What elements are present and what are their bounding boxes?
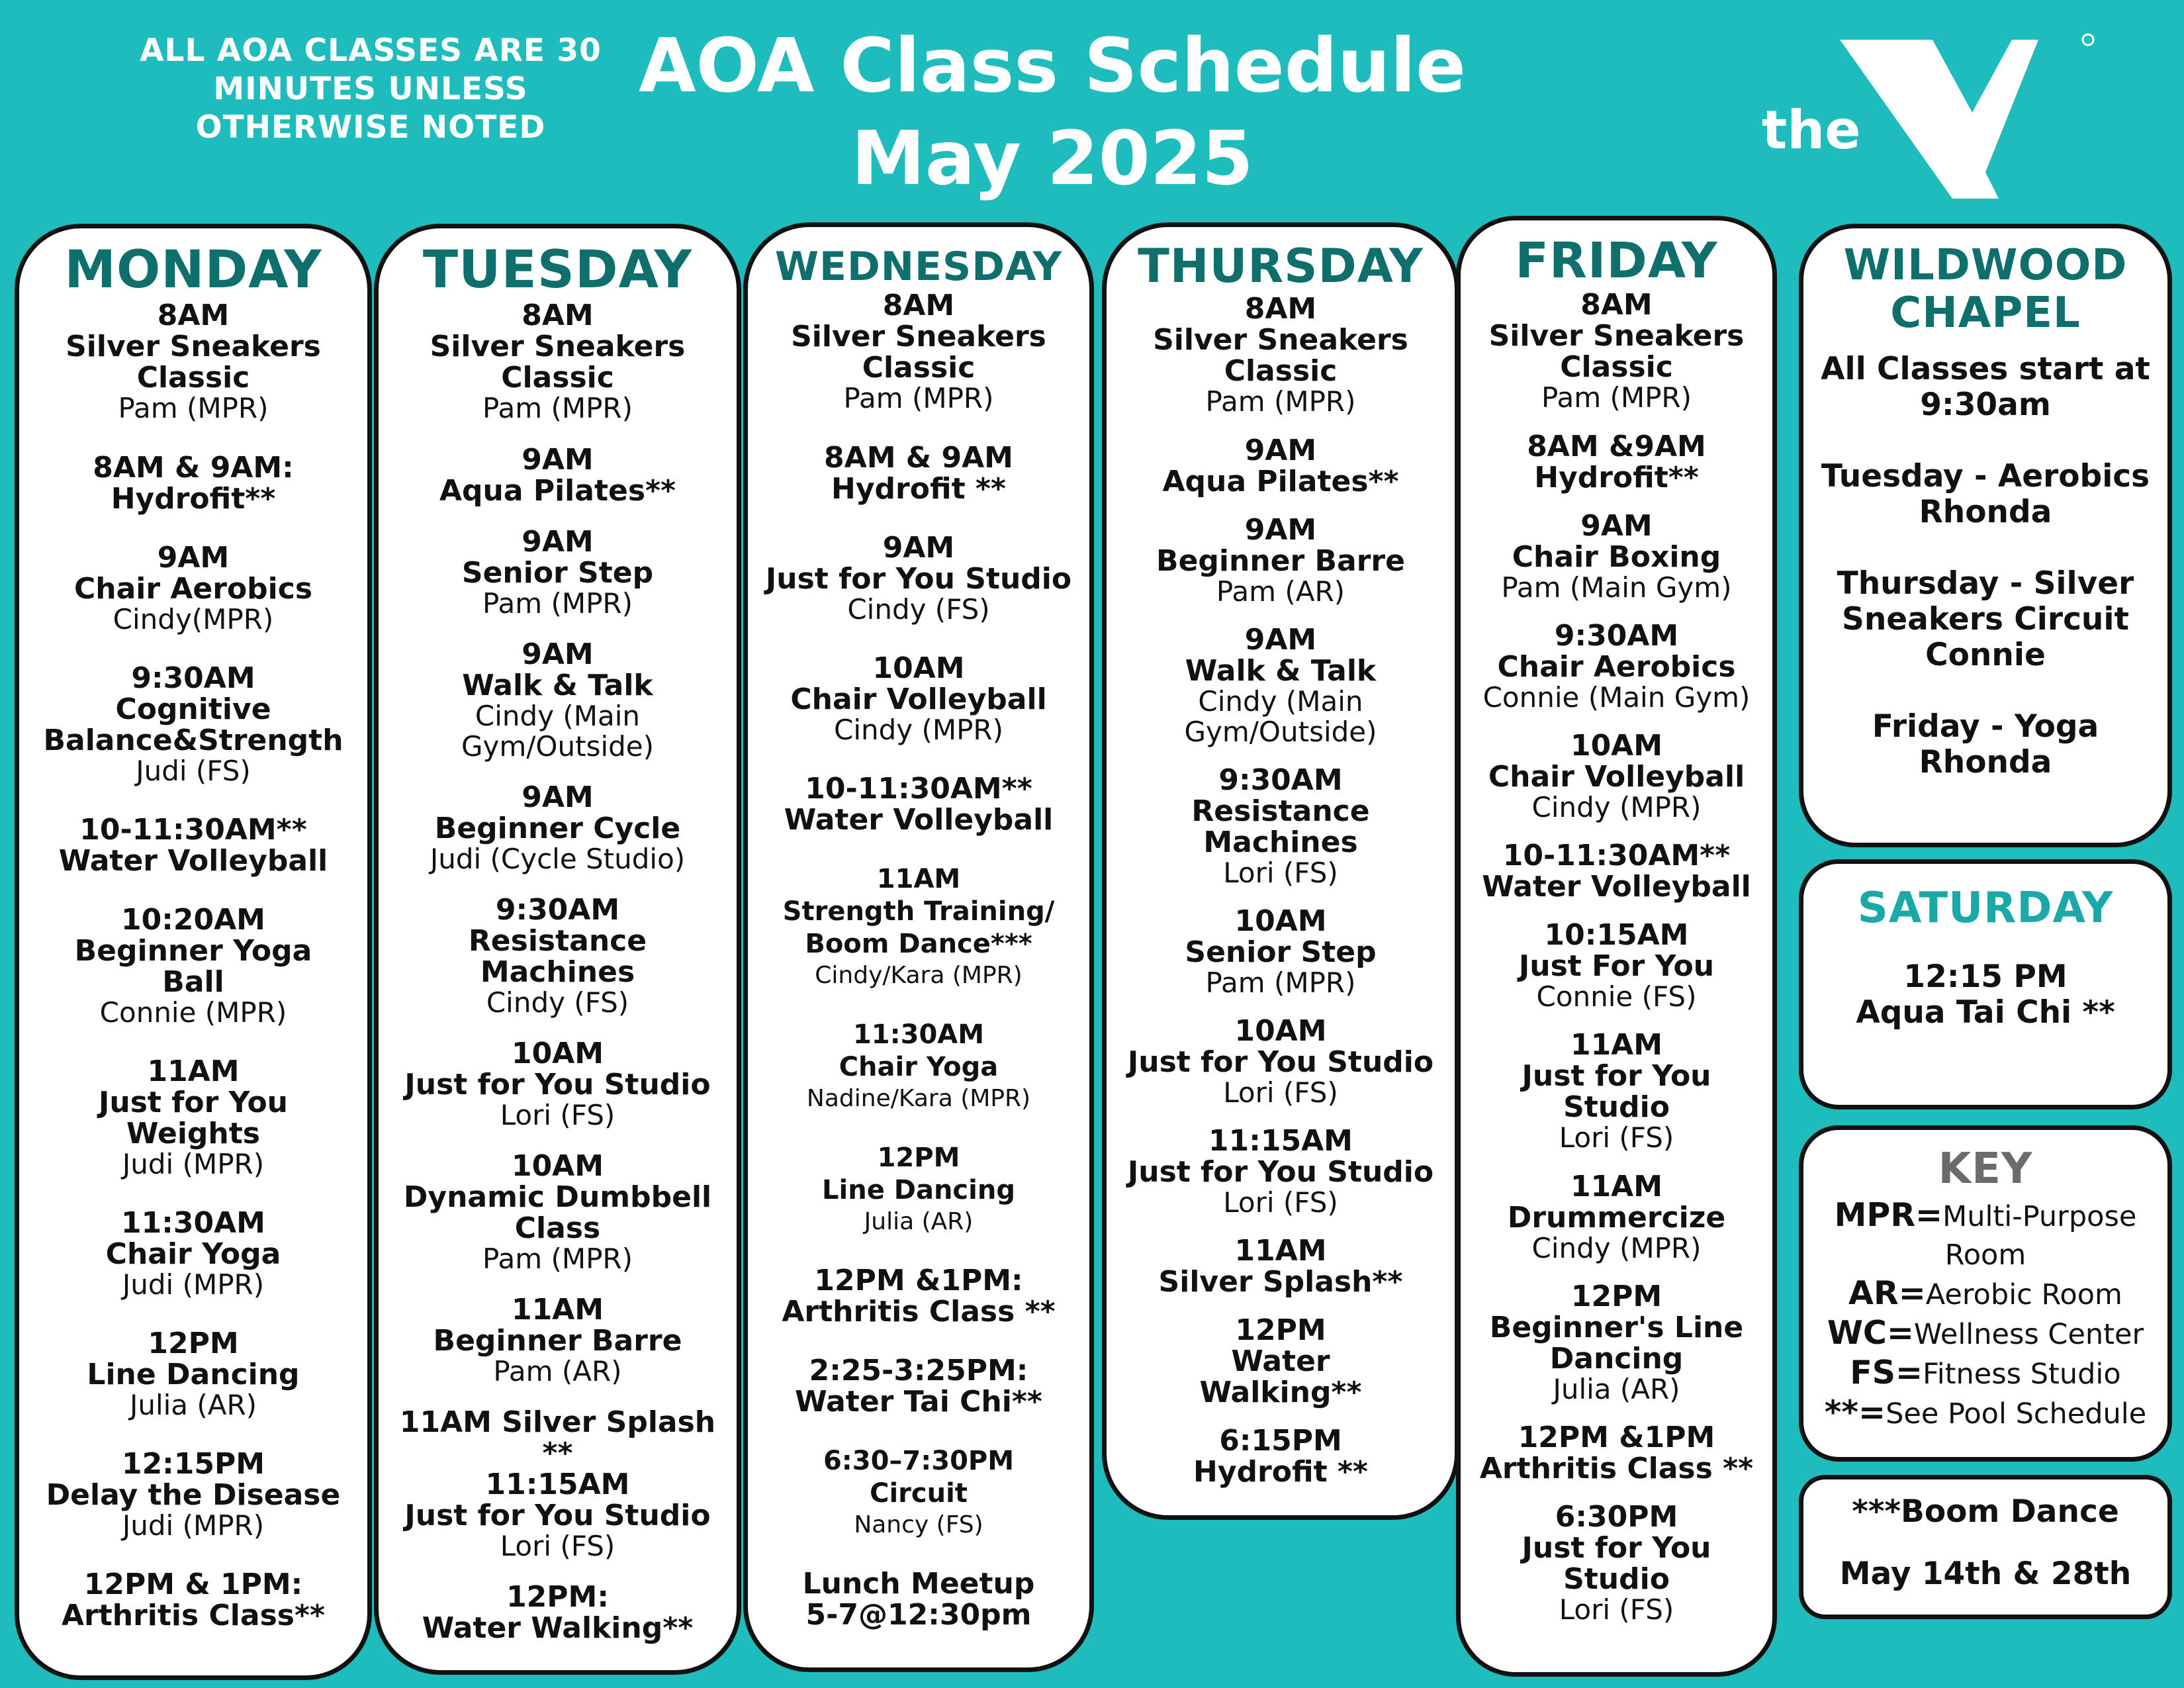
class-entry <box>1470 620 1763 713</box>
key-row <box>1803 1274 2167 1314</box>
class-instructor: Lori (FS) <box>500 1530 615 1562</box>
ymca-logo <box>1754 20 2098 218</box>
key-row <box>1803 1236 2167 1274</box>
key-row <box>1803 1314 2167 1354</box>
class-entry <box>757 653 1080 745</box>
class-title: 9:30AM Resistance Machines <box>468 893 647 989</box>
logo-the-text: the <box>1762 99 1861 161</box>
class-entry <box>28 300 358 424</box>
class-title: 6:15PM Hydrofit ** <box>1193 1424 1368 1489</box>
boom-dance-card <box>1799 1475 2172 1619</box>
class-instructor: Connie (Main Gym) <box>1482 681 1751 714</box>
key-description: Wellness Center <box>1913 1318 2144 1351</box>
key-title: KEY <box>1938 1145 2033 1194</box>
class-entry <box>28 1207 358 1300</box>
saturday-class: 12:15 PM Aqua Tai Chi ** <box>1856 959 2115 1031</box>
class-entry <box>28 542 358 635</box>
class-entry <box>388 782 727 874</box>
key-description: Multi-Purpose <box>1942 1200 2137 1233</box>
class-instructor: Judi (Cycle Studio) <box>430 843 686 875</box>
class-title: 11AM Just for You Weights <box>99 1055 288 1150</box>
wildwood-line: All Classes start at 9:30am <box>1821 351 2150 423</box>
class-instructor: Pam (MPR) <box>1205 966 1356 999</box>
class-entry <box>757 1355 1080 1417</box>
class-instructor: Pam (MPR) <box>843 382 994 414</box>
class-entry <box>757 442 1080 504</box>
class-title: 6:30–7:30PM Circuit <box>823 1446 1015 1509</box>
key-code: AR= <box>1848 1274 1926 1312</box>
friday-entries <box>1461 289 1772 1625</box>
class-entry <box>1116 1425 1445 1487</box>
class-instructor: Cindy (FS) <box>486 986 629 1019</box>
class-instructor: Pam (MPR) <box>1205 385 1356 418</box>
class-title: 11:30AM Chair Yoga <box>839 1019 999 1082</box>
class-instructor: Pam (MPR) <box>482 1243 633 1275</box>
class-instructor: Julia (AR) <box>129 1389 257 1421</box>
key-row <box>1803 1354 2167 1393</box>
class-title: 10-11:30AM** Water Volleyball <box>784 772 1054 837</box>
saturday-card <box>1799 859 2172 1109</box>
class-title: 9AM Walk & Talk <box>462 637 653 702</box>
class-title: 9AM Walk & Talk <box>1185 623 1377 688</box>
class-entry <box>1470 1029 1763 1154</box>
class-entry <box>1116 765 1445 888</box>
class-entry <box>757 863 1080 991</box>
class-title: 8AM Silver Sneakers Classic <box>66 299 321 395</box>
class-title: 10:15AM Just For You <box>1518 918 1715 983</box>
class-entry <box>388 444 727 506</box>
boom-dance-dates: May 14th & 28th <box>1839 1556 2132 1592</box>
class-instructor: Pam (MPR) <box>1541 381 1692 414</box>
class-title: 11AM Strength Training/ Boom Dance*** <box>782 864 1055 959</box>
thursday-entries <box>1107 293 1455 1487</box>
class-instructor: Judi (MPR) <box>122 1268 265 1301</box>
friday-column <box>1456 216 1777 1677</box>
class-entry <box>388 894 727 1018</box>
day-title: TUESDAY <box>422 240 693 300</box>
wednesday-entries <box>748 290 1089 1630</box>
class-entry <box>1470 289 1763 414</box>
class-title: 6:30PM Just for You Studio <box>1522 1500 1711 1596</box>
class-entry <box>28 1448 358 1541</box>
key-description: Room <box>1944 1239 2026 1272</box>
class-entry <box>1116 906 1445 998</box>
class-instructor: Lori (FS) <box>1223 857 1338 889</box>
class-instructor: Cindy (MPR) <box>1531 791 1702 823</box>
monday-column <box>15 224 372 1680</box>
class-title: 9:30AM Cognitive Balance&Strength <box>43 661 343 757</box>
class-instructor: Judi (FS) <box>136 755 251 787</box>
key-code: FS= <box>1850 1354 1923 1391</box>
class-title: 12PM Water Walking** <box>1199 1313 1362 1409</box>
tuesday-column <box>374 224 741 1675</box>
class-title: 11AM Silver Splash** <box>1158 1234 1403 1299</box>
class-title: 10:20AM Beginner Yoga Ball <box>74 903 312 999</box>
wildwood-line: Tuesday - Aerobics Rhonda <box>1821 458 2150 530</box>
class-entry <box>388 300 727 424</box>
class-instructor: Nancy (FS) <box>854 1511 983 1538</box>
class-title: 8AM Silver Sneakers Classic <box>791 289 1046 385</box>
class-instructor: Cindy(MPR) <box>113 603 274 635</box>
class-title: 10AM Just for You Studio <box>404 1037 711 1102</box>
class-title: 11AM Silver Splash ** 11:15AM Just for You Studio <box>399 1405 716 1532</box>
class-title: 12PM &1PM: Arthritis Class ** <box>782 1264 1056 1329</box>
class-instructor: Lori (FS) <box>1559 1121 1674 1154</box>
class-entry <box>388 1407 727 1562</box>
class-title: 9AM Aqua Pilates** <box>439 443 676 508</box>
class-entry <box>1470 919 1763 1012</box>
class-title: 8AM & 9AM Hydrofit ** <box>824 441 1013 506</box>
tuesday-entries <box>379 300 737 1644</box>
class-instructor: Pam (MPR) <box>482 587 633 620</box>
class-entry <box>388 526 727 619</box>
class-title: 11AM Drummercize <box>1507 1170 1726 1235</box>
wildwood-title: WILDWOOD CHAPEL <box>1843 241 2128 338</box>
class-entry <box>1470 840 1763 902</box>
class-title: 9:30AM Chair Aerobics <box>1497 619 1736 684</box>
class-title: 10-11:30AM** Water Volleyball <box>58 813 328 878</box>
duration-note: ALL AOA CLASSES ARE 30 MINUTES UNLESS OTHERWISE NOTED <box>140 32 602 146</box>
class-entry <box>1116 514 1445 607</box>
class-title: 12PM Beginner's Line Dancing <box>1489 1280 1744 1376</box>
class-instructor: Connie (MPR) <box>99 996 287 1029</box>
class-instructor: Nadine/Kara (MPR) <box>806 1085 1031 1112</box>
class-title: 8AM Silver Sneakers Classic <box>1488 288 1745 384</box>
class-instructor: Cindy (Main Gym/Outside) <box>1184 685 1377 748</box>
class-entry <box>757 532 1080 625</box>
class-instructor: Cindy (MPR) <box>1531 1232 1702 1264</box>
class-entry <box>388 1150 727 1274</box>
class-title: 8AM & 9AM: Hydrofit** <box>93 451 294 516</box>
class-entry <box>28 1569 358 1631</box>
class-title: 12PM Line Dancing <box>87 1327 300 1391</box>
day-title: WEDNESDAY <box>774 244 1063 290</box>
class-entry <box>28 1328 358 1421</box>
class-instructor: Pam (Main Gym) <box>1501 571 1732 604</box>
class-instructor: Pam (AR) <box>1216 575 1345 608</box>
class-entry <box>388 639 727 762</box>
class-instructor: Cindy/Kara (MPR) <box>815 962 1023 989</box>
key-code: MPR= <box>1834 1196 1943 1234</box>
class-entry <box>388 1294 727 1387</box>
class-entry <box>1116 1125 1445 1218</box>
class-entry <box>1116 624 1445 747</box>
day-title: FRIDAY <box>1515 232 1718 289</box>
class-title: 12PM Line Dancing <box>822 1143 1015 1205</box>
key-list <box>1803 1196 2167 1433</box>
key-description: See Pool Schedule <box>1886 1397 2147 1430</box>
class-title: 9AM Just for You Studio <box>765 531 1072 596</box>
class-entry <box>757 1142 1080 1237</box>
class-title: 10-11:30AM** Water Volleyball <box>1482 839 1751 904</box>
page-title: AOA Class Schedule May 2025 <box>638 23 1467 202</box>
class-title: 9AM Beginner Cycle <box>434 780 681 845</box>
key-description: Fitness Studio <box>1923 1358 2121 1391</box>
class-entry <box>1470 730 1763 823</box>
class-title: 9AM Beginner Barre <box>1156 513 1405 578</box>
class-instructor: Connie (FS) <box>1536 980 1697 1013</box>
key-code: WC= <box>1827 1314 1914 1352</box>
class-instructor: Pam (MPR) <box>118 392 269 424</box>
class-title: 12:15PM Delay the Disease <box>46 1447 341 1512</box>
key-row <box>1803 1196 2167 1236</box>
class-title: 12PM & 1PM: Arthritis Class** <box>62 1568 325 1632</box>
class-title: 12PM &1PM Arthritis Class ** <box>1479 1421 1754 1485</box>
class-instructor: Cindy (Main Gym/Outside) <box>461 700 655 763</box>
class-title: Lunch Meetup 5-7@12:30pm <box>802 1567 1035 1632</box>
class-entry <box>1116 435 1445 497</box>
saturday-title: SATURDAY <box>1857 884 2114 933</box>
class-instructor: Judi (MPR) <box>122 1148 265 1180</box>
class-title: 9AM Aqua Pilates** <box>1162 434 1399 498</box>
class-entry <box>28 904 358 1028</box>
class-entry <box>1470 510 1763 603</box>
class-entry <box>28 452 358 514</box>
class-entry <box>1116 1235 1445 1297</box>
class-instructor: Julia (AR) <box>1553 1373 1680 1405</box>
class-entry <box>757 290 1080 414</box>
class-title: 11AM Beginner Barre <box>433 1293 682 1358</box>
key-row <box>1803 1393 2167 1433</box>
class-title: 9AM Senior Step <box>461 525 654 590</box>
class-entry <box>757 1265 1080 1327</box>
class-entry <box>1470 1171 1763 1264</box>
class-entry <box>388 1038 727 1131</box>
boom-dance-label: ***Boom Dance <box>1852 1493 2119 1530</box>
class-instructor: Julia (AR) <box>864 1208 974 1235</box>
class-title: 9AM Chair Boxing <box>1512 509 1721 574</box>
class-entry <box>1116 1315 1445 1408</box>
class-title: 8AM &9AM Hydrofit** <box>1527 430 1706 494</box>
class-entry <box>1116 1015 1445 1108</box>
class-title: 10AM Chair Volleyball <box>1488 729 1745 794</box>
monday-entries <box>19 300 367 1631</box>
class-entry <box>757 773 1080 835</box>
class-title: 11:30AM Chair Yoga <box>105 1206 281 1271</box>
thursday-column <box>1102 222 1459 1520</box>
class-entry <box>28 1056 358 1180</box>
class-instructor: Cindy (MPR) <box>834 714 1003 746</box>
class-title: 10AM Dynamic Dumbbell Class <box>403 1149 712 1245</box>
class-instructor: Cindy (FS) <box>847 593 990 626</box>
class-title: 10AM Senior Step <box>1185 904 1377 969</box>
class-instructor: Pam (MPR) <box>482 392 633 424</box>
key-code: **= <box>1824 1393 1886 1431</box>
class-title: 11AM Just for You Studio <box>1522 1028 1711 1124</box>
class-title: 2:25-3:25PM: Water Tai Chi** <box>795 1354 1042 1419</box>
class-entry <box>757 1445 1080 1540</box>
class-instructor: Lori (FS) <box>1559 1593 1674 1626</box>
class-entry <box>1470 1501 1763 1625</box>
wildwood-chapel-card <box>1799 224 2172 847</box>
class-title: 8AM Silver Sneakers Classic <box>430 299 686 395</box>
class-entry <box>388 1581 727 1644</box>
class-entry <box>1470 1281 1763 1405</box>
class-title: 11:15AM Just for You Studio <box>1127 1124 1434 1189</box>
class-instructor: Lori (FS) <box>500 1099 615 1131</box>
class-entry <box>1470 1422 1763 1484</box>
wildwood-line: Thursday - Silver Sneakers Circuit Connie <box>1837 565 2134 673</box>
class-instructor: Lori (FS) <box>1223 1076 1338 1109</box>
class-title: 10AM Just for You Studio <box>1127 1014 1434 1079</box>
day-title: THURSDAY <box>1138 239 1424 293</box>
class-title: 9:30AM Resistance Machines <box>1191 763 1370 859</box>
class-instructor: Judi (MPR) <box>122 1509 265 1542</box>
class-title: 9AM Chair Aerobics <box>73 541 313 606</box>
wildwood-line: Friday - Yoga Rhonda <box>1872 708 2099 780</box>
wednesday-column <box>743 222 1094 1672</box>
class-entry <box>28 663 358 786</box>
class-title: 12PM: Water Walking** <box>422 1580 694 1645</box>
class-instructor: Pam (AR) <box>493 1355 622 1387</box>
class-entry <box>757 1019 1080 1114</box>
class-title: 10AM Chair Volleyball <box>790 651 1047 716</box>
class-title: 8AM Silver Sneakers Classic <box>1153 292 1408 388</box>
class-entry <box>1116 293 1445 418</box>
key-card <box>1799 1125 2172 1462</box>
day-title: MONDAY <box>64 240 322 300</box>
key-description: Aerobic Room <box>1925 1278 2122 1311</box>
class-entry <box>1470 431 1763 493</box>
class-entry <box>757 1568 1080 1630</box>
class-entry <box>28 814 358 876</box>
class-instructor: Lori (FS) <box>1223 1186 1338 1219</box>
